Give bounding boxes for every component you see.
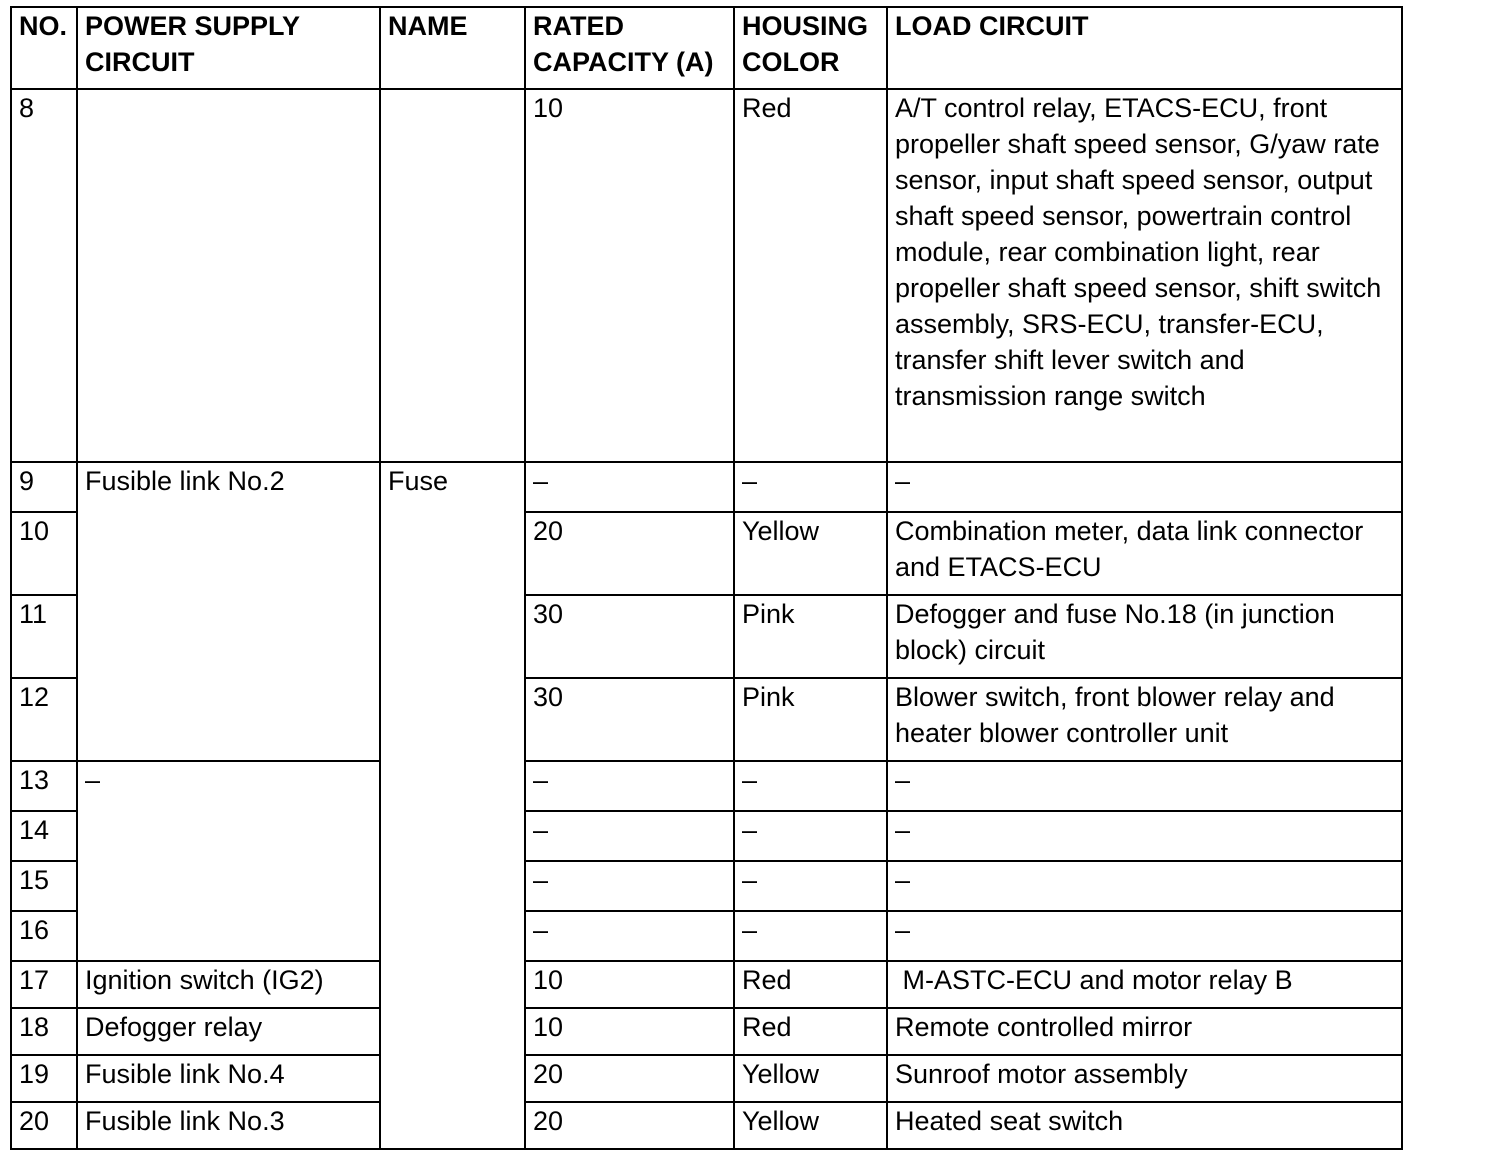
cell-load-circuit: Sunroof motor assembly — [887, 1055, 1402, 1102]
cell-rated-capacity: 20 — [525, 1102, 734, 1149]
table-row — [11, 1008, 1402, 1055]
cell-name: Fuse — [380, 462, 525, 1149]
cell-rated-capacity: 10 — [525, 89, 734, 462]
cell-rated-capacity: 20 — [525, 1055, 734, 1102]
cell-load-circuit: – — [887, 811, 1402, 861]
header-power-supply-circuit: POWER SUPPLY CIRCUIT — [77, 7, 380, 89]
cell-power-supply-circuit — [77, 89, 380, 462]
cell-housing-color: Yellow — [734, 512, 887, 595]
cell-no: 17 — [11, 961, 77, 1008]
cell-power-supply-circuit: Fusible link No.2 — [77, 462, 380, 761]
cell-housing-color: Red — [734, 961, 887, 1008]
cell-no: 10 — [11, 512, 77, 595]
cell-no: 9 — [11, 462, 77, 512]
cell-load-circuit: M-ASTC-ECU and motor relay B — [887, 961, 1402, 1008]
cell-housing-color: – — [734, 911, 887, 961]
header-no: NO. — [11, 7, 77, 89]
cell-power-supply-circuit: Defogger relay — [77, 1008, 380, 1055]
cell-load-circuit: A/T control relay, ETACS-ECU, front propeller shaft speed sensor, G/yaw rate sensor, input shaft speed sensor, output shaft speed sensor, powertrain control module, rear combination light, rear propeller shaft speed sensor, shift switch assembly, SRS-ECU, transfer-ECU, transfer shift lever switch and transmission range switch — [887, 89, 1402, 462]
table-row — [11, 761, 1402, 811]
cell-rated-capacity: – — [525, 861, 734, 911]
cell-no: 8 — [11, 89, 77, 462]
table-row — [11, 1055, 1402, 1102]
cell-rated-capacity: 20 — [525, 512, 734, 595]
cell-housing-color: – — [734, 811, 887, 861]
fuse-table — [10, 6, 1403, 1150]
cell-load-circuit: Remote controlled mirror — [887, 1008, 1402, 1055]
header-rated-capacity: RATED CAPACITY (A) — [525, 7, 734, 89]
cell-power-supply-circuit: Fusible link No.4 — [77, 1055, 380, 1102]
cell-load-circuit: – — [887, 861, 1402, 911]
cell-no: 11 — [11, 595, 77, 678]
cell-power-supply-circuit: Ignition switch (IG2) — [77, 961, 380, 1008]
cell-housing-color: Yellow — [734, 1102, 887, 1149]
cell-housing-color: – — [734, 462, 887, 512]
cell-rated-capacity: – — [525, 811, 734, 861]
cell-power-supply-circuit: Fusible link No.3 — [77, 1102, 380, 1149]
cell-housing-color: Yellow — [734, 1055, 887, 1102]
cell-load-circuit: – — [887, 761, 1402, 811]
table-row — [11, 89, 1402, 462]
table-body — [11, 89, 1402, 1149]
cell-rated-capacity: 30 — [525, 595, 734, 678]
cell-housing-color: – — [734, 861, 887, 911]
cell-housing-color: Pink — [734, 595, 887, 678]
cell-rated-capacity: 10 — [525, 1008, 734, 1055]
header-housing-color: HOUSING COLOR — [734, 7, 887, 89]
header-name: NAME — [380, 7, 525, 89]
cell-load-circuit: Blower switch, front blower relay and heater blower controller unit — [887, 678, 1402, 761]
cell-rated-capacity: 30 — [525, 678, 734, 761]
cell-no: 19 — [11, 1055, 77, 1102]
header-row — [11, 7, 1402, 89]
cell-no: 18 — [11, 1008, 77, 1055]
cell-rated-capacity: 10 — [525, 961, 734, 1008]
cell-rated-capacity: – — [525, 911, 734, 961]
table-row — [11, 462, 1402, 512]
table-row — [11, 1102, 1402, 1149]
cell-rated-capacity: – — [525, 462, 734, 512]
cell-load-circuit: Defogger and fuse No.18 (in junction block) circuit — [887, 595, 1402, 678]
cell-rated-capacity: – — [525, 761, 734, 811]
cell-housing-color: Pink — [734, 678, 887, 761]
cell-no: 15 — [11, 861, 77, 911]
cell-load-circuit: – — [887, 462, 1402, 512]
cell-load-circuit: Heated seat switch — [887, 1102, 1402, 1149]
cell-no: 13 — [11, 761, 77, 811]
cell-load-circuit: – — [887, 911, 1402, 961]
cell-housing-color: Red — [734, 1008, 887, 1055]
cell-housing-color: – — [734, 761, 887, 811]
cell-load-circuit: Combination meter, data link connector and ETACS-ECU — [887, 512, 1402, 595]
cell-no: 14 — [11, 811, 77, 861]
cell-no: 12 — [11, 678, 77, 761]
cell-housing-color: Red — [734, 89, 887, 462]
table-row — [11, 961, 1402, 1008]
header-load-circuit: LOAD CIRCUIT — [887, 7, 1402, 89]
table-header — [11, 7, 1402, 89]
cell-power-supply-circuit: – — [77, 761, 380, 961]
cell-no: 20 — [11, 1102, 77, 1149]
cell-no: 16 — [11, 911, 77, 961]
cell-name — [380, 89, 525, 462]
